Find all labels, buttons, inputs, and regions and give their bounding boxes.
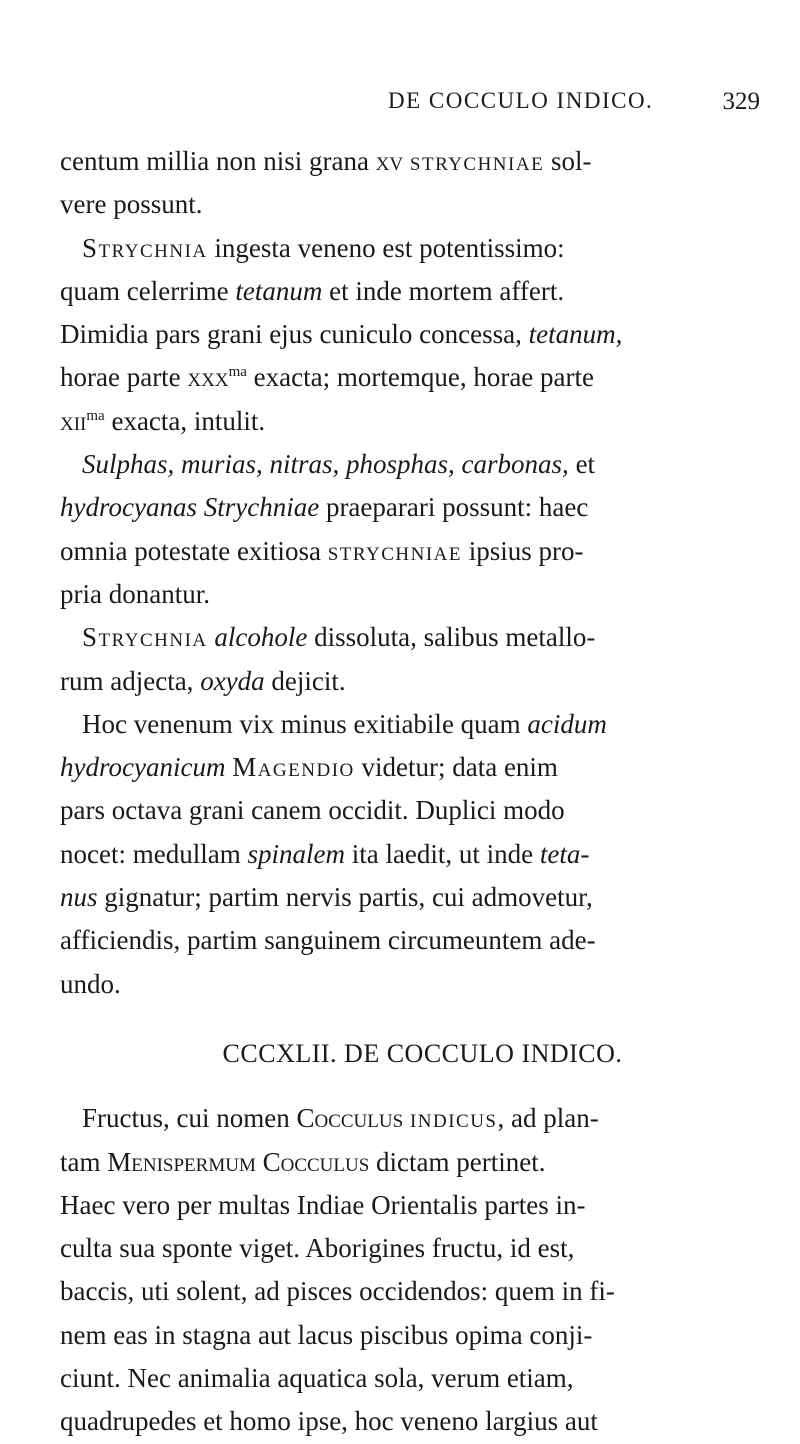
page-number: 329 (722, 88, 760, 115)
text-line: Strychnia ingesta veneno est potentissimo: (82, 232, 565, 263)
running-title: DE COCCULO INDICO. (388, 88, 654, 113)
text-line: afficiendis, partim sanguinem circumeuntem ade- (60, 925, 596, 956)
body-text (60, 140, 785, 1444)
text-line: Fructus, cui nomen Cocculus indicus, ad plan- (82, 1103, 599, 1134)
text-line: tam Menispermum Cocculus dictam pertinet. (60, 1146, 546, 1177)
text-line: ciunt. Nec animalia aquatica sola, verum etiam, (60, 1363, 574, 1394)
text-line: nocet: medullam spinalem ita laedit, ut inde teta- (60, 838, 590, 869)
text-line: Strychnia alcohole dissoluta, salibus metallo- (82, 622, 596, 653)
text-line: rum adjecta, oxyda dejicit. (60, 665, 346, 696)
text-line: horae parte xxx$^{ma}$ exacta; mortemque, horae parte (60, 362, 594, 393)
text-line: Haec vero per multas Indiae Orientalis partes in- (60, 1189, 586, 1220)
text-line: centum millia non nisi grana xv strychniae sol- (60, 146, 592, 176)
text-line: vere possunt. (60, 189, 203, 220)
text-line: Dimidia pars grani ejus cuniculo concessa, tetanum, (60, 319, 623, 350)
text-line: undo. (60, 968, 121, 999)
text-line: xii$^{ma}$ exacta, intulit. (60, 405, 266, 436)
section-heading: CCCXLII. DE COCCULO INDICO. (222, 1038, 623, 1068)
text-line: hydrocyanicum Magendio videtur; data enim (60, 752, 558, 783)
text-line: baccis, uti solent, ad pisces occidendos: quem in fi- (60, 1276, 615, 1307)
text-line: Hoc venenum vix minus exitiabile quam acidum (82, 708, 607, 739)
text-line: omnia potestate exitiosa strychniae ipsius pro- (60, 535, 584, 566)
text-line: quadrupedes et homo ipse, hoc veneno largius aut (60, 1406, 598, 1437)
text-line: quam celerrime tetanum et inde mortem affert. (60, 275, 565, 306)
running-head (0, 88, 800, 124)
text-line: nem eas in stagna aut lacus piscibus opima conji- (60, 1319, 593, 1350)
text-line: hydrocyanas Strychniae praeparari possunt: haec (60, 492, 589, 523)
text-line: pria donantur. (60, 578, 210, 609)
text-line: culta sua sponte viget. Aborigines fructu, id est, (60, 1233, 575, 1264)
text-line: nus gignatur; partim nervis partis, cui admovetur, (60, 882, 593, 913)
text-line: Sulphas, murias, nitras, phosphas, carbonas, et (82, 449, 596, 480)
text-line: pars octava grani canem occidit. Duplici modo (60, 795, 565, 826)
